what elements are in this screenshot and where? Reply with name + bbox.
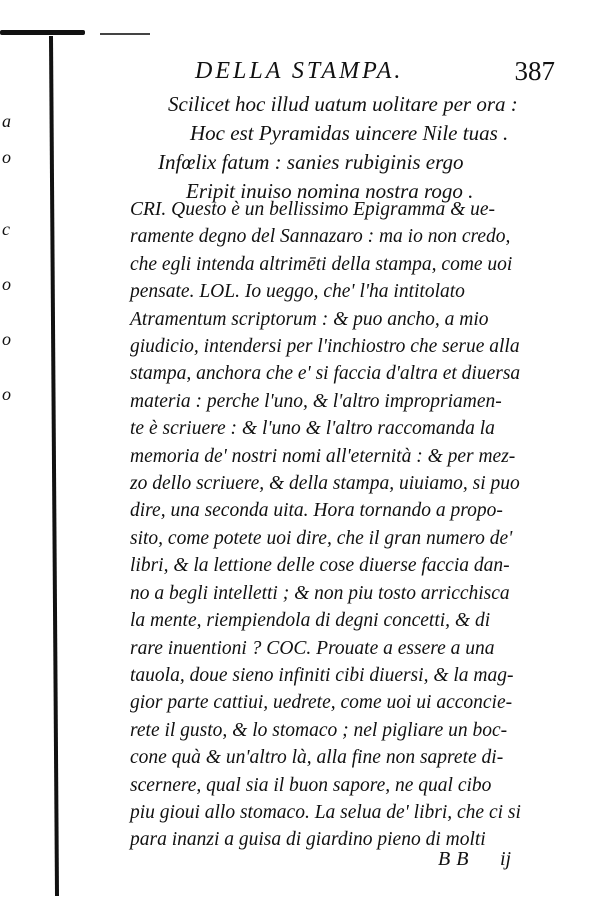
text-line: no a begli intelletti ; & non piu tosto arricchisca (130, 582, 510, 604)
text-line: CRI. Questo è un bellissimo Epigramma & ue- (130, 199, 496, 220)
dialogue-text (130, 196, 570, 854)
page-number: 387 (514, 56, 555, 86)
text-line: Atramentum scriptorum : & puo ancho, a mio (130, 308, 489, 330)
page-gutter-edge (49, 36, 59, 896)
signature-mark: BB (438, 848, 475, 870)
text-line: gior parte cattiui, uedrete, come uoi ui acconcie- (130, 692, 513, 714)
text-line: te è scriuere : & l'uno & l'altro raccomanda la (130, 418, 495, 440)
facing-page-margin (2, 100, 18, 430)
text-line: cone quà & un'altro là, alla fine non saprete di- (130, 747, 504, 769)
text-line: giudicio, intendersi per l'inchiostro che serue alla (130, 336, 520, 358)
running-title: DELLA STAMPA. (195, 58, 404, 84)
text-line: pensate. LOL. Io ueggo, che' l'ha intitolato (130, 281, 465, 303)
top-edge-rule-secondary (100, 33, 150, 35)
text-line: libri, & la lettione delle cose diuerse faccia dan- (130, 555, 510, 577)
margin-letter: c (2, 219, 10, 239)
text-line: rare inuentioni ? COC. Prouate a essere a una (130, 637, 495, 659)
text-line: ramente degno del Sannazaro : ma io non credo, (130, 226, 511, 248)
margin-letter: o (2, 147, 11, 167)
text-line: rete il gusto, & lo stomaco ; nel pigliare un boc- (130, 719, 508, 741)
text-line: materia : perche l'uno, & l'altro impropriamen- (130, 390, 502, 412)
verse-line: Hoc est Pyramidas uincere Nile tuas . (190, 121, 509, 145)
text-line: piu gioui allo stomaco. La selua de' libri, che ci si (130, 801, 521, 823)
margin-letter: o (2, 384, 11, 404)
text-line: tauola, doue sieno infiniti cibi diuersi, & la mag- (130, 664, 514, 686)
text-line: sito, come potete uoi dire, che il gran numero de' (130, 527, 513, 549)
text-line: dire, una seconda uita. Hora tornando a propo- (130, 500, 503, 522)
page-footer (438, 848, 558, 876)
top-edge-rule (0, 30, 85, 35)
text-line: zo dello scriuere, & della stampa, uiuiamo, si puo (130, 473, 520, 495)
verse-line: Scilicet hoc illud uatum uolitare per ora : (168, 92, 518, 116)
verse-line: Eripit inuiso nomina nostra rogo . (186, 179, 474, 203)
margin-letter: o (2, 329, 11, 349)
margin-letter: a (2, 111, 11, 131)
verse-line: Infœlix fatum : sanies rubiginis ergo (158, 150, 464, 174)
epigram-verse (158, 90, 558, 206)
text-line: stampa, anchora che e' si faccia d'altra et diuersa (130, 363, 521, 385)
text-line: che egli intenda altrimēti della stampa, come uoi (130, 253, 513, 275)
text-line: la mente, riempiendola di degni concetti, & di (130, 610, 491, 632)
text-line: memoria de' nostri nomi all'eternità : & per mez- (130, 445, 516, 467)
text-line: para inanzi a guisa di giardino pieno di molti (130, 829, 486, 851)
margin-letter: o (2, 274, 11, 294)
text-line: scernere, qual sia il buon sapore, ne qual cibo (130, 774, 492, 796)
page-header (195, 58, 555, 88)
signature-number: ij (500, 848, 512, 870)
